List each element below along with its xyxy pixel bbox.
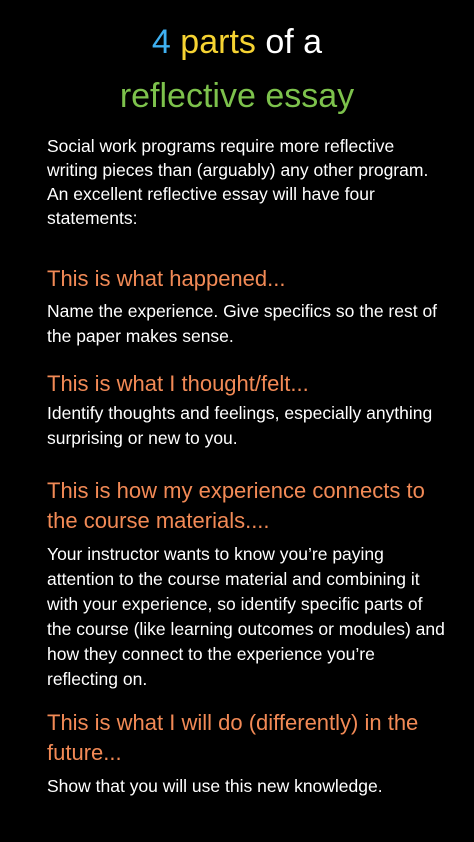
title-of-a: of a [265,23,323,61]
section-body: Your instructor wants to know you’re paying attention to the course material and combining it with your experience, so identify specific parts of the course (like learning outcomes or modules) and how they connect to the experience you’re reflecting on. [47,544,445,689]
title-parts: parts [180,23,256,61]
section-future-action [47,708,447,799]
section-heading: This is what I thought/felt... [47,371,309,396]
intro-paragraph: Social work programs require more reflective writing pieces than (arguably) any other program. An excellent reflective essay will have four statements: [47,136,429,228]
section-heading: This is what I will do (differently) in the future... [47,710,419,765]
section-heading: This is how my experience connects to the course materials.... [47,478,425,533]
section-body: Name the experience. Give specifics so the rest of the paper makes sense. [47,301,438,346]
section-what-happened [47,264,447,349]
section-body: Show that you will use this new knowledge. [47,776,383,796]
section-course-connection [47,476,447,692]
page-title [0,20,474,64]
section-heading: This is what happened... [47,266,286,291]
title-number: 4 [151,23,171,61]
section-thought-felt [47,369,447,451]
page-subtitle: reflective essay [119,77,355,115]
section-body: Identify thoughts and feelings, especially anything surprising or new to you. [47,403,433,448]
